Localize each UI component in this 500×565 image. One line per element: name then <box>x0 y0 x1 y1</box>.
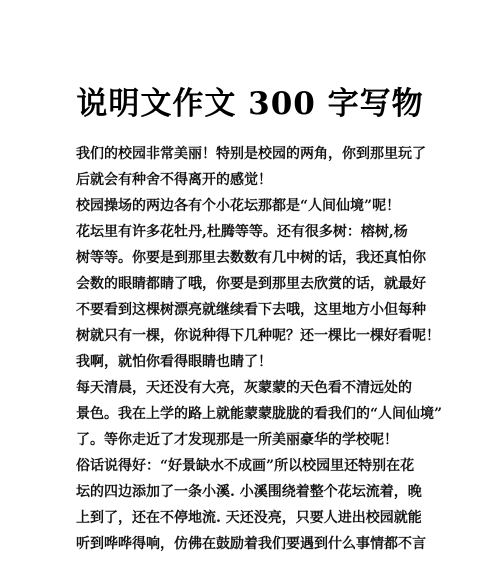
text-line: 坛的四边添加了一条小溪. 小溪围绕着整个花坛流着，晚 <box>76 484 422 500</box>
text-line: 每天清晨，天还没有大亮，灰蒙蒙的天色看不清远处的 <box>76 380 412 396</box>
text-line: 我啊，就怕你看得眼睛也睛了！ <box>76 354 272 370</box>
document-title: 说明文作文 300 字写物 <box>76 86 424 122</box>
text-line: 会数的眼睛都睛了哦，你要是到那里去欣赏的话，就最好 <box>76 276 426 292</box>
text-line: 不要看到这棵树漂亮就继续看下去哦，这里地方小但每种 <box>76 302 426 318</box>
text-line: 上到了，还在不停地流. 天还没亮，只要人进出校园就能 <box>76 510 422 526</box>
text-line: 校园操场的两边各有个小花坛那都是“人间仙境”呢！ <box>76 198 401 214</box>
text-line: 后就会有种舍不得离开的感觉！ <box>76 172 272 188</box>
text-line: 花坛里有许多花牡丹,杜腾等等。还有很多树：榕树,杨 <box>76 224 408 240</box>
text-line: 树就只有一棵，你说种得下几种呢？还一棵比一棵好看呢！ <box>76 328 440 344</box>
text-line: 听到哗哗得响，仿佛在鼓励着我们要遇到什么事情都不言 <box>76 536 426 552</box>
text-line: 树等等。你要是到那里去数数有几中树的话，我还真怕你 <box>76 250 426 266</box>
text-line: 我们的校园非常美丽！特别是校园的两角，你到那里玩了 <box>76 146 426 162</box>
text-line: 俗话说得好：“好景缺水不成画”所以校园里还特别在花 <box>76 458 415 474</box>
text-line: 景色。我在上学的路上就能蒙蒙胧胧的看我们的“人间仙境” <box>76 406 443 422</box>
text-line: 了。等你走近了才发现那是一所美丽豪华的学校呢！ <box>76 432 398 448</box>
